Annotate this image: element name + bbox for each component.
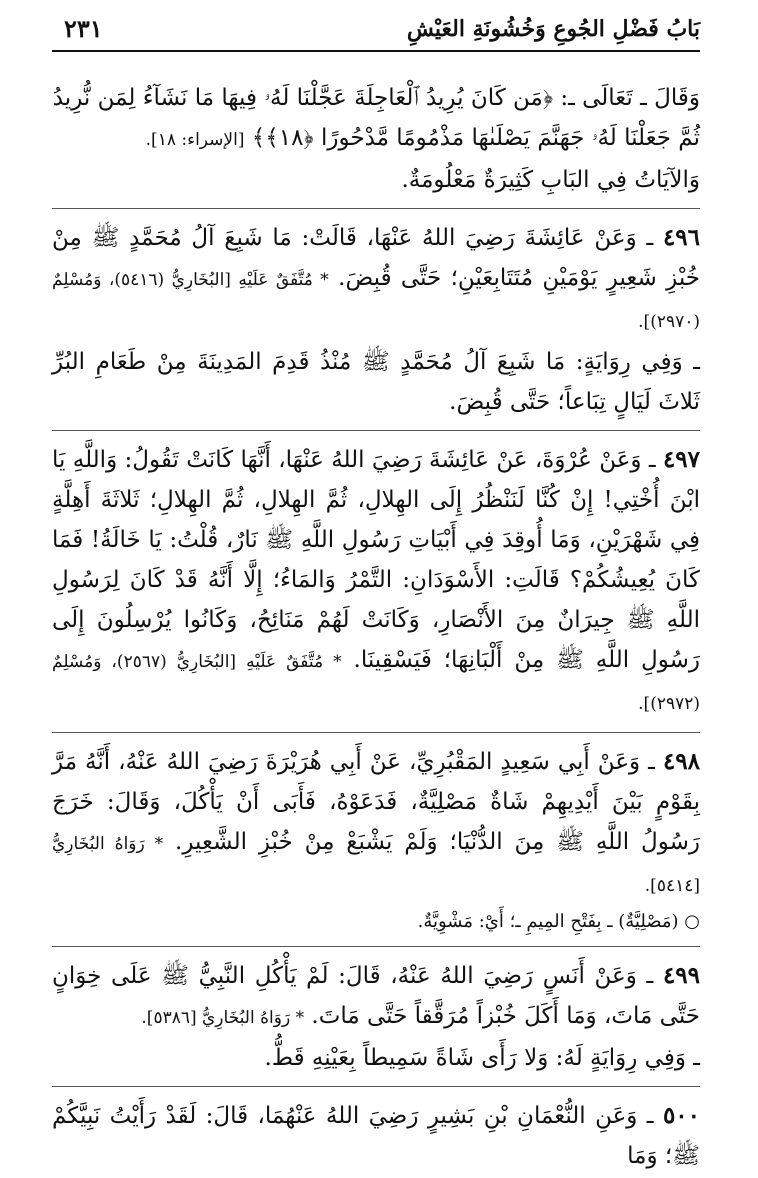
hadith-497 <box>52 440 700 724</box>
hadith-body: ـ وَعَنِ النُّعْمَانِ بْنِ بَشِيرٍ رَضِيَ اللهُ عَنْهُمَا، قَالَ: لَقَدْ رَأَيْتُ نَبِيَّكُمْ ﷺ؛ وَمَا <box>52 1103 700 1169</box>
quran-verse-text: ثُمَّ جَعَلْنَا لَهُۥ جَهَنَّمَ يَصْلَىٰهَا مَذْمُومًا مَّدْحُورًا ﴿١٨﴾﴾ <box>251 125 700 151</box>
separator <box>52 732 700 733</box>
hadith-body: ـ وَعَنْ عَائِشَةَ رَضِيَ اللهُ عَنْهَا، قَالَتْ: مَا شَبِعَ آلُ مُحَمَّدٍ ﷺ مِنْ خُبْزِ شَعِيرٍ يَوْمَيْنِ مُتَتَابِعَيْنِ؛ حَتَّى قُبِضَ. <box>52 225 700 291</box>
hadith-number: ٤٩٧ <box>662 446 700 473</box>
hadith-riwaya: ـ وَفِي رِوَايَةٍ لَهُ: وَلا رَأَى شَاةً سَمِيطاً بِعَيْنِهِ قَطُّ. <box>264 1045 700 1071</box>
hadith-text <box>52 1096 700 1176</box>
separator <box>52 208 700 209</box>
hadith-reference: * مُتَّفَقٌ عَلَيْهِ [البُخَارِيُّ (٥٤١٦)، وَمُسْلِمٌ (٢٩٧٠)]. <box>52 270 700 332</box>
chapter-title: بَابُ فَضْلِ الجُوعِ وَخُشُونَةِ العَيْشِ <box>406 16 700 42</box>
hadith-text <box>52 742 700 906</box>
hadith-number: ٤٩٨ <box>662 748 700 775</box>
separator <box>52 430 700 431</box>
hadith-body: ـ وَعَنْ عُرْوَةَ، عَنْ عَائِشَةَ رَضِيَ اللهُ عَنْهَا، أَنَّهَا كَانَتْ تَقُولُ: وَاللَّهِ يَا ابْنَ أُخْتِي! إِنْ كُنَّا لَنَنْظُرُ إِلَى الهِلالِ، ثُمَّ الهِلالِ، ثُمَّ الهِلالِ؛ ثَلاثَةَ أَهِلَّةٍ فِي شَهْرَيْنِ، وَمَا أُوقِدَ فِي أَبْيَاتِ رَسُولِ اللَّهِ ﷺ نَارٌ، قُلْتُ: يَا خَالَةُ! فَمَا كَانَ يُعِيشُكُمْ؟ قَالَتِ: الأَسْوَدَانِ: التَّمْرُ وَالمَاءُ؛ إِلَّا أَنَّهُ قَدْ كَانَ لِرَسُولِ اللَّهِ ﷺ جِيرَانٌ مِنَ الأَنْصَارِ، وَكَانَتْ لَهُمْ مَنَائِحُ، وَكَانُوا يُرْسِلُونَ إِلَى رَسُولِ اللَّهِ ﷺ مِنْ أَلْبَانِهَا؛ فَيَسْقِينَا. <box>52 447 701 673</box>
hadith-body: ـ وَعَنْ أَنَسٍ رَضِيَ اللهُ عَنْهُ، قَالَ: لَمْ يَأْكُلِ النَّبِيُّ ﷺ عَلَى خِوَانٍ حَتَّى مَاتَ، وَمَا أَكَلَ خُبْزاً مُرَقَّقاً حَتَّى مَاتَ. <box>52 963 700 1029</box>
hadith-reference: * مُتَّفَقٌ عَلَيْهِ [البُخَارِيُّ (٢٥٦٧)، وَمُسْلِمٌ (٢٩٧٢)]. <box>52 652 700 714</box>
hadith-reference: * رَوَاهُ البُخَارِيُّ [٥٣٨٦]. <box>141 1008 305 1028</box>
page-content <box>52 78 700 1178</box>
intro-closing: وَالآيَاتُ فِي البَابِ كَثِيرَةٌ مَعْلُومَةٌ. <box>401 167 700 193</box>
hadith-body: ـ وَعَنْ أَبِي سَعِيدٍ المَقْبُرِيِّ، عَنْ أَبِي هُرَيْرَةَ رَضِيَ اللهُ عَنْهُ، أَنَّهُ مَرَّ بِقَوْمٍ بَيْنَ أَيْدِيهِمْ شَاةٌ مَصْلِيَّةٌ، فَدَعَوْهُ، فَأَبَى أَنْ يَأْكُلَ، وَقَالَ: خَرَجَ رَسُولُ اللَّهِ ﷺ مِنَ الدُّنْيَا؛ وَلَمْ يَشْبَعْ مِنْ خُبْزِ الشَّعِيرِ. <box>52 749 701 855</box>
hadith-number: ٤٩٩ <box>662 962 700 989</box>
hadith-note: ○ (مَصْلِيَّةٌ) ـ بِفَتْحِ المِيمِ ـ؛ أَيْ: مَشْوِيَّةٌ. <box>417 911 700 932</box>
hadith-499 <box>52 956 700 1078</box>
hadith-498 <box>52 742 700 938</box>
hadith-500 <box>52 1096 700 1176</box>
hadith-number: ٥٠٠ <box>662 1102 700 1129</box>
separator <box>52 1086 700 1087</box>
page-number: ٢٣١ <box>64 14 103 43</box>
separator <box>52 946 700 947</box>
hadith-text <box>52 218 700 342</box>
hadith-number: ٤٩٦ <box>662 224 701 251</box>
hadith-text <box>52 440 700 724</box>
intro-section <box>52 78 700 200</box>
hadith-496 <box>52 218 700 422</box>
hadith-reference: * رَوَاهُ البُخَارِيُّ [٥٤١٤]. <box>52 834 700 896</box>
header-rule <box>52 50 700 52</box>
verse-reference: [الإسراء: ١٨]. <box>145 130 245 150</box>
page-header <box>52 14 700 54</box>
hadith-text <box>52 956 700 1038</box>
quran-verse-line: وَقَالَ ـ تَعَالَى ـ: ﴿مَن كَانَ يُرِيدُ ٱلْعَاجِلَةَ عَجَّلْنَا لَهُۥ فِيهَا مَا نَشَآءُ لِمَن نُّرِيدُ <box>52 85 700 111</box>
quran-verse-line-2 <box>52 118 700 160</box>
hadith-riwaya: ـ وَفِي رِوَايَةٍ: مَا شَبِعَ آلُ مُحَمَّدٍ ﷺ مُنْذُ قَدِمَ المَدِينَةَ مِنْ طَعَامِ البُرِّ ثَلاثَ لَيَالٍ تِبَاعاً؛ حَتَّى قُبِضَ. <box>52 349 700 415</box>
